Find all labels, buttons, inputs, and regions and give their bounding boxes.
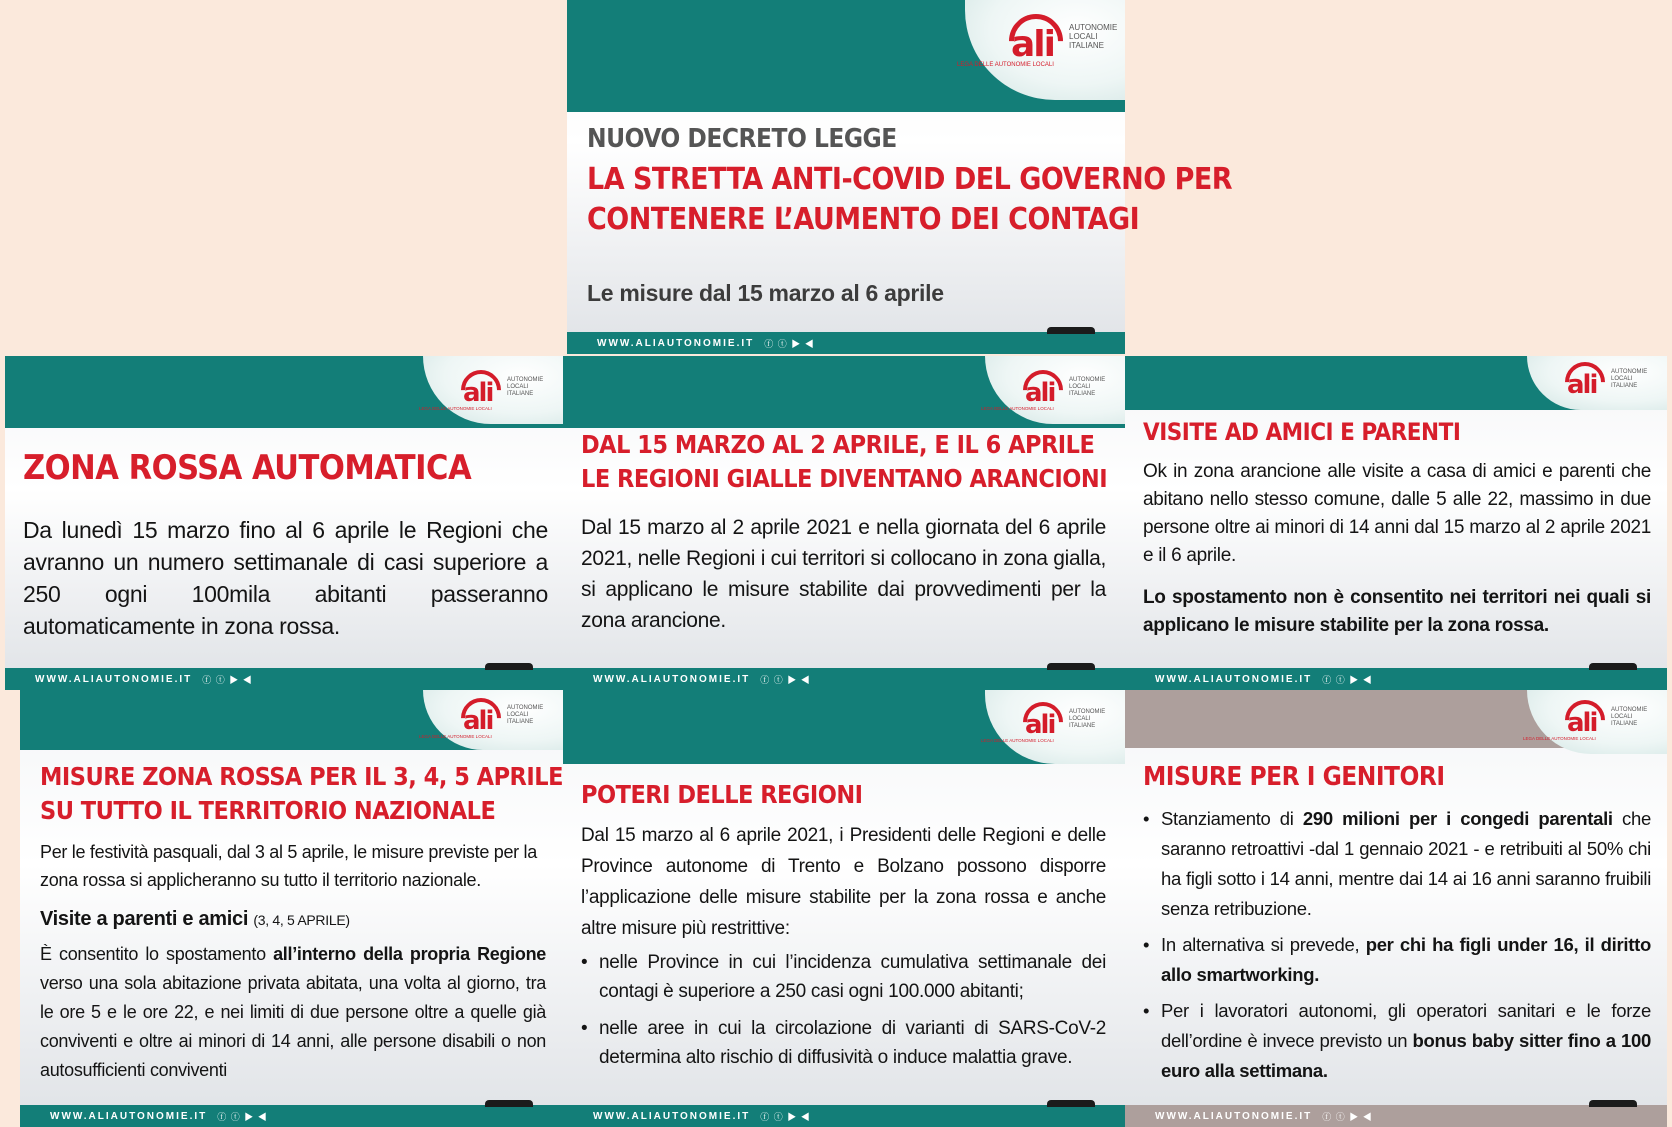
list-item: • In alternativa si prevede, per chi ha figli under 16, il diritto allo smartworking. (1143, 930, 1651, 990)
ali-logo: ali AUTONOMIE LOCALI ITALIANE LEGA DELLE AUTONOMIE LOCALI (459, 370, 547, 404)
regioni-gialle-card (563, 356, 1125, 690)
sub-heading-text: Visite a parenti e amici (40, 908, 249, 930)
card-title-line1: DAL 15 MARZO AL 2 APRILE, E IL 6 APRILE (581, 430, 1095, 459)
website-link[interactable]: WWW.ALIAUTONOMIE.IT (1155, 1110, 1313, 1122)
footer-tab (1589, 663, 1637, 670)
card-paragraph: È consentito lo spostamento all’interno della propria Regione verso una sola abitazione privata abitata, una volta al giorno, tra le ore 5 e le ore 22, e nei limiti di due persone oltre a quelle già conviventi e oltre ai minori di 14 anni, alle persone disabili o non autosufficienti conviventi (40, 944, 546, 1080)
list-item: • Stanziamento di 290 milioni per i congedi parentali che saranno retroattivi -dal 1 gennaio 2021 - e retribuiti al 50% chi ha figli sotto i 14 anni, mentre dai 14 ai 16 anni saranno fruibili senza retribuzione. (1143, 804, 1651, 924)
poteri-card (563, 690, 1125, 1127)
cover-title-line2: CONTENERE L’AUMENTO DEI CONTAGI (587, 202, 1140, 237)
ali-logo: ali AUTONOMIE LOCALI ITALIANE LEGA DELLE AUTONOMIE LOCALI (1007, 14, 1109, 58)
website-link[interactable]: WWW.ALIAUTONOMIE.IT (35, 673, 193, 685)
card-bold-text: Lo spostamento non è consentito nei territori nei quali si applicano le misure stabilite per la zona rossa. (1143, 587, 1651, 636)
ali-logo: ali AUTONOMIE LOCALI ITALIANE (1563, 362, 1651, 396)
zona-rossa-card (5, 356, 563, 690)
list-item: • Per i lavoratori autonomi, gli operatori sanitari e le forze dell’ordine è invece previsto un bonus baby sitter fino a 100 euro alla settimana. (1143, 996, 1651, 1086)
footer-bar (563, 668, 1125, 690)
footer-tab (1047, 663, 1095, 670)
list-item: • nelle Province in cui l’incidenza cumulativa settimanale dei contagi è superiore a 250 casi ogni 100.000 abitanti; (581, 948, 1106, 1006)
website-link[interactable]: WWW.ALIAUTONOMIE.IT (593, 1110, 751, 1122)
social-icons[interactable]: ⓕ ⓣ ▶ ◀ (202, 674, 253, 685)
social-icons[interactable]: ⓕ ⓣ ▶ ◀ (1322, 1111, 1373, 1122)
footer-bar (20, 1105, 563, 1127)
card-text: Da lunedì 15 marzo fino al 6 aprile le Regioni che avranno un numero settimanale di casi superiore a 250 ogni 100mila abitanti passeranno automaticamente in zona rossa. (23, 517, 548, 639)
website-link[interactable]: WWW.ALIAUTONOMIE.IT (597, 337, 755, 349)
social-icons[interactable]: ⓕ ⓣ ▶ ◀ (764, 338, 815, 349)
list-item: • nelle aree in cui la circolazione di varianti di SARS-CoV-2 determina alto rischio di diffusività o induce malattia grave. (581, 1014, 1106, 1072)
card-title-line1: MISURE ZONA ROSSA PER IL 3, 4, 5 APRILE (40, 762, 563, 791)
social-icons[interactable]: ⓕ ⓣ ▶ ◀ (760, 1111, 811, 1122)
footer-tab (485, 663, 533, 670)
footer-bar (567, 332, 1125, 354)
cover-subtitle: Le misure dal 15 marzo al 6 aprile (587, 280, 944, 306)
website-link[interactable]: WWW.ALIAUTONOMIE.IT (1155, 673, 1313, 685)
footer-bar (5, 668, 563, 690)
ali-logo: ali AUTONOMIE LOCALI ITALIANE LEGA DELLE AUTONOMIE LOCALI (1021, 370, 1109, 404)
ali-logo: ali AUTONOMIE LOCALI ITALIANE LEGA DELLE AUTONOMIE LOCALI (1021, 702, 1109, 736)
card-text: Ok in zona arancione alle visite a casa di amici e parenti che abitano nello stesso comune, dalle 5 alle 22, massimo in due persone oltre ai minori di 14 anni dal 15 marzo al 2 aprile 2021 e il 6 aprile. (1143, 461, 1651, 566)
footer-tab (1047, 1100, 1095, 1107)
card-text: Dal 15 marzo al 2 aprile 2021 e nella giornata del 6 aprile 2021, nelle Regioni i cui territori si collocano in zona gialla, si applicano le misure stabilite dai provvedimenti per la zona arancione. (581, 516, 1106, 632)
card-title: POTERI DELLE REGIONI (581, 780, 863, 809)
footer-bar (1125, 1105, 1667, 1127)
pasqua-card (20, 690, 563, 1127)
card-text: Per le festività pasquali, dal 3 al 5 aprile, le misure previste per la zona rossa si applicheranno su tutto il territorio nazionale. (40, 842, 537, 890)
footer-bar (563, 1105, 1125, 1127)
footer-tab (485, 1100, 533, 1107)
card-text: Dal 15 marzo al 6 aprile 2021, i Presidenti delle Regioni e delle Province autonome di Trento e Bolzano possono disporre l’applicazione delle misure stabilite per la zona rossa e anche altre misure più restrittive: (581, 825, 1106, 939)
card-title: ZONA ROSSA AUTOMATICA (23, 448, 472, 488)
social-icons[interactable]: ⓕ ⓣ ▶ ◀ (1322, 674, 1373, 685)
genitori-card (1125, 690, 1667, 1127)
visite-card (1125, 356, 1667, 690)
ali-logo: ali AUTONOMIE LOCALI ITALIANE LEGA DELLE AUTONOMIE LOCALI (1563, 700, 1651, 734)
card-title: MISURE PER I GENITORI (1143, 762, 1445, 792)
sub-heading-dates: (3, 4, 5 APRILE) (253, 912, 350, 928)
social-icons[interactable]: ⓕ ⓣ ▶ ◀ (217, 1111, 268, 1122)
card-title-line2: LE REGIONI GIALLE DIVENTANO ARANCIONI (581, 464, 1108, 493)
cover-card (567, 0, 1233, 354)
sub-heading (40, 908, 350, 931)
ali-logo: ali AUTONOMIE LOCALI ITALIANE LEGA DELLE AUTONOMIE LOCALI (459, 698, 547, 732)
cover-kicker: NUOVO DECRETO LEGGE (587, 124, 897, 154)
bullet-list (1143, 804, 1651, 1086)
website-link[interactable]: WWW.ALIAUTONOMIE.IT (50, 1110, 208, 1122)
footer-tab (1589, 1100, 1637, 1107)
card-title-line2: SU TUTTO IL TERRITORIO NAZIONALE (40, 796, 496, 825)
social-icons[interactable]: ⓕ ⓣ ▶ ◀ (760, 674, 811, 685)
cover-title-line1: LA STRETTA ANTI-COVID DEL GOVERNO PER (587, 162, 1233, 197)
footer-tab (1047, 327, 1095, 334)
footer-bar (1125, 668, 1667, 690)
website-link[interactable]: WWW.ALIAUTONOMIE.IT (593, 673, 751, 685)
bullet-list (581, 948, 1106, 1072)
card-title: VISITE AD AMICI E PARENTI (1143, 418, 1461, 446)
